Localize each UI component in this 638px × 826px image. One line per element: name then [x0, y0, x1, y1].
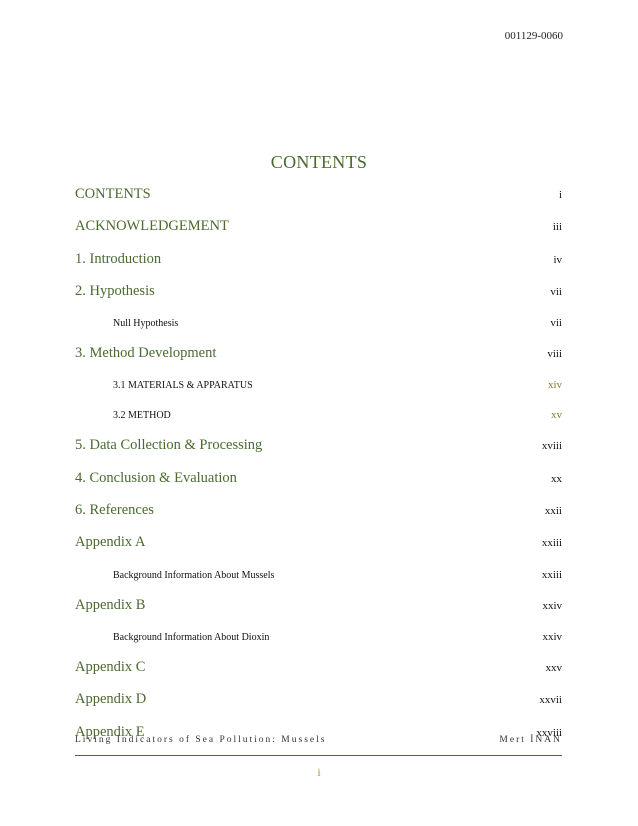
toc-entry-label: 4. Conclusion & Evaluation	[75, 469, 237, 486]
toc-entry-label: 1. Introduction	[75, 250, 162, 267]
toc-entry-label: 3.1 MATERIALS & APPARATUS	[113, 380, 253, 392]
toc-subentry[interactable]	[75, 374, 562, 404]
toc-entry-page: xxiv	[542, 630, 562, 643]
footer-author: Mert İNAN	[499, 735, 562, 745]
toc-entry-page: xxviii	[536, 726, 562, 739]
toc-entry-label: Appendix D	[75, 691, 147, 708]
toc-entry-label: 5. Data Collection & Processing	[75, 437, 263, 454]
toc-entry-page: xxii	[544, 505, 562, 518]
toc-entry-page: xiv	[547, 379, 562, 392]
toc-entry[interactable]	[75, 215, 562, 247]
toc-entry-page: xxv	[545, 661, 562, 674]
toc-subentry[interactable]	[75, 312, 562, 342]
toc-subentry[interactable]	[75, 626, 562, 656]
toc-entry-label: CONTENTS	[75, 186, 151, 202]
toc-entry-page: i	[558, 189, 562, 201]
toc-entry[interactable]	[75, 183, 562, 215]
toc-entry[interactable]	[75, 531, 562, 563]
toc-entry-page: xv	[551, 409, 562, 422]
footer-rule	[75, 755, 562, 756]
toc-entry-label: 3. Method Development	[75, 345, 217, 362]
toc-entry[interactable]	[75, 248, 562, 280]
toc-entry-label: Appendix C	[75, 658, 146, 675]
toc-entry[interactable]	[75, 280, 562, 312]
toc-entry[interactable]	[75, 688, 562, 720]
toc-entry[interactable]	[75, 434, 562, 466]
toc-entry-page: xxiii	[541, 568, 562, 581]
toc-entry-page: vii	[550, 285, 562, 298]
toc-entry-label: 6. References	[75, 502, 154, 519]
toc-entry-page: xviii	[541, 440, 562, 453]
toc-entry-page: iii	[552, 221, 562, 234]
toc-entry-page: viii	[547, 348, 562, 361]
toc-subentry[interactable]	[75, 564, 562, 594]
toc-entry[interactable]	[75, 656, 562, 688]
toc-entry-label: Appendix E	[75, 723, 145, 740]
toc-entry-page: xx	[551, 472, 562, 485]
toc-entry-label: ACKNOWLEDGEMENT	[75, 218, 229, 235]
toc-entry-label: Appendix B	[75, 596, 146, 613]
toc-entry-label: Background Information About Dioxin	[113, 631, 270, 643]
document-id: 001129-0060	[504, 30, 563, 42]
toc-entry[interactable]	[75, 342, 562, 374]
toc-entry-label: Background Information About Mussels	[113, 569, 275, 581]
table-of-contents	[75, 183, 562, 753]
toc-entry-page: xxiv	[542, 599, 562, 612]
toc-entry-label: 2. Hypothesis	[75, 282, 155, 299]
toc-entry[interactable]	[75, 594, 562, 626]
toc-subentry[interactable]	[75, 404, 562, 434]
footer-title: Living Indicators of Sea Pollution: Mussels	[75, 735, 327, 745]
toc-entry-page: xxvii	[539, 694, 562, 707]
toc-entry-page: iv	[553, 253, 562, 266]
toc-entry[interactable]	[75, 499, 562, 531]
toc-entry[interactable]	[75, 467, 562, 499]
toc-entry-page: xxiii	[541, 537, 562, 550]
contents-title: CONTENTS	[270, 152, 368, 172]
toc-entry-page: vii	[550, 317, 562, 330]
toc-entry-label: Null Hypothesis	[113, 318, 179, 330]
toc-entry-label: Appendix A	[75, 534, 146, 551]
toc-entry-label: 3.2 METHOD	[113, 410, 171, 422]
page-number: i	[317, 765, 321, 779]
